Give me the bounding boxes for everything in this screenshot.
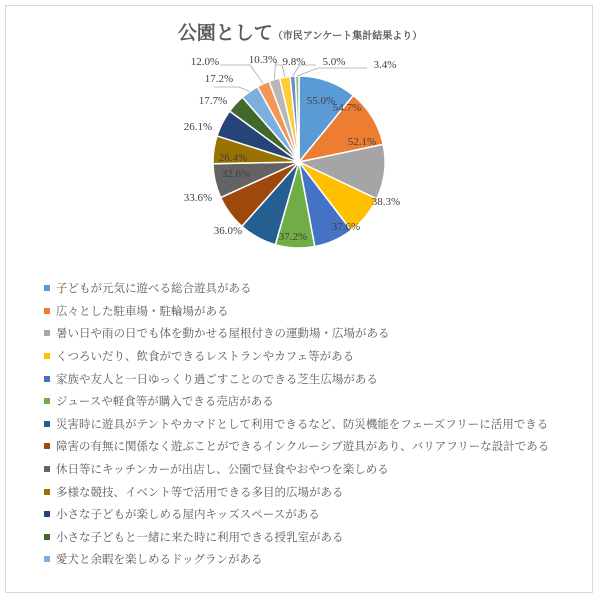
- data-label: 32.6%: [221, 168, 251, 180]
- legend-label: 障害の有無に関係なく遊ぶことができるインクルーシブ遊具があり、バリアフリーな設計である: [56, 439, 550, 454]
- legend-label: 休日等にキッチンカーが出店し、公園で昼食やおやつを楽しめる: [56, 462, 389, 477]
- legend-swatch: [44, 330, 50, 336]
- legend-swatch: [44, 398, 50, 404]
- leader-line: [214, 87, 250, 92]
- legend-label: 愛犬と余暇を楽しめるドッグランがある: [56, 552, 263, 567]
- data-label: 3.4%: [373, 59, 397, 71]
- data-label: 5.0%: [322, 56, 346, 68]
- pie-chart: [0, 0, 600, 280]
- subtitle-text: （市民アンケート集計結果より）: [272, 31, 423, 42]
- legend-swatch: [44, 308, 50, 314]
- legend-swatch: [44, 466, 50, 472]
- legend-item: [44, 480, 549, 503]
- data-label: 17.2%: [204, 73, 234, 85]
- data-label: 52.1%: [347, 136, 377, 148]
- legend-label: 多様な競技、イベント等で活用できる多目的広場がある: [56, 484, 344, 499]
- leader-line: [297, 68, 367, 76]
- data-label: 17.7%: [198, 95, 228, 107]
- legend-label: 家族や友人と一日ゆっくり過ごすことのできる芝生広場がある: [56, 371, 378, 386]
- legend: [44, 277, 549, 571]
- legend-label: 子どもが元気に遊べる総合遊具がある: [56, 281, 252, 296]
- legend-label: 災害時に遊具がテントやカマドとして利用できるなど、防災機能をフェーズフリーに活用できる: [56, 416, 549, 431]
- legend-swatch: [44, 421, 50, 427]
- legend-item: [44, 367, 549, 390]
- data-label: 37.2%: [278, 231, 308, 243]
- data-label: 12.0%: [190, 56, 220, 68]
- title-text: 公園として: [177, 22, 273, 44]
- data-label: 54.7%: [332, 102, 362, 114]
- legend-item: [44, 345, 549, 368]
- legend-label: 広々とした駐車場・駐輪場がある: [56, 303, 229, 318]
- legend-swatch: [44, 443, 50, 449]
- legend-item: [44, 277, 549, 300]
- legend-swatch: [44, 376, 50, 382]
- legend-swatch: [44, 353, 50, 359]
- legend-item: [44, 322, 549, 345]
- data-label: 26.1%: [183, 121, 213, 133]
- legend-label: 小さな子どもが楽しめる屋内キッズスペースがある: [56, 507, 320, 522]
- legend-swatch: [44, 285, 50, 291]
- legend-item: [44, 526, 549, 549]
- data-label: 37.6%: [331, 221, 361, 233]
- data-label: 38.3%: [371, 196, 401, 208]
- data-label: 55.0%: [306, 95, 336, 107]
- legend-item: [44, 435, 549, 458]
- data-label: 36.0%: [213, 225, 243, 237]
- legend-label: くつろいだり、飲食ができるレストランやカフェ等がある: [56, 349, 355, 364]
- legend-item: [44, 548, 549, 571]
- legend-item: [44, 503, 549, 526]
- legend-label: 小さな子どもと一緒に来た時に利用できる授乳室がある: [56, 529, 344, 544]
- data-label: 10.3%: [248, 54, 278, 66]
- legend-item: [44, 458, 549, 481]
- legend-item: [44, 390, 549, 413]
- data-label: 33.6%: [183, 192, 213, 204]
- legend-label: ジュースや軽食等が購入できる売店がある: [56, 394, 274, 409]
- legend-swatch: [44, 556, 50, 562]
- legend-item: [44, 300, 549, 323]
- data-label: 26.4%: [218, 152, 248, 164]
- legend-swatch: [44, 489, 50, 495]
- data-label: 9.8%: [282, 56, 306, 68]
- legend-swatch: [44, 534, 50, 540]
- legend-swatch: [44, 511, 50, 517]
- legend-label: 暑い日や雨の日でも体を動かせる屋根付きの運動場・広場がある: [56, 326, 390, 341]
- legend-item: [44, 413, 549, 436]
